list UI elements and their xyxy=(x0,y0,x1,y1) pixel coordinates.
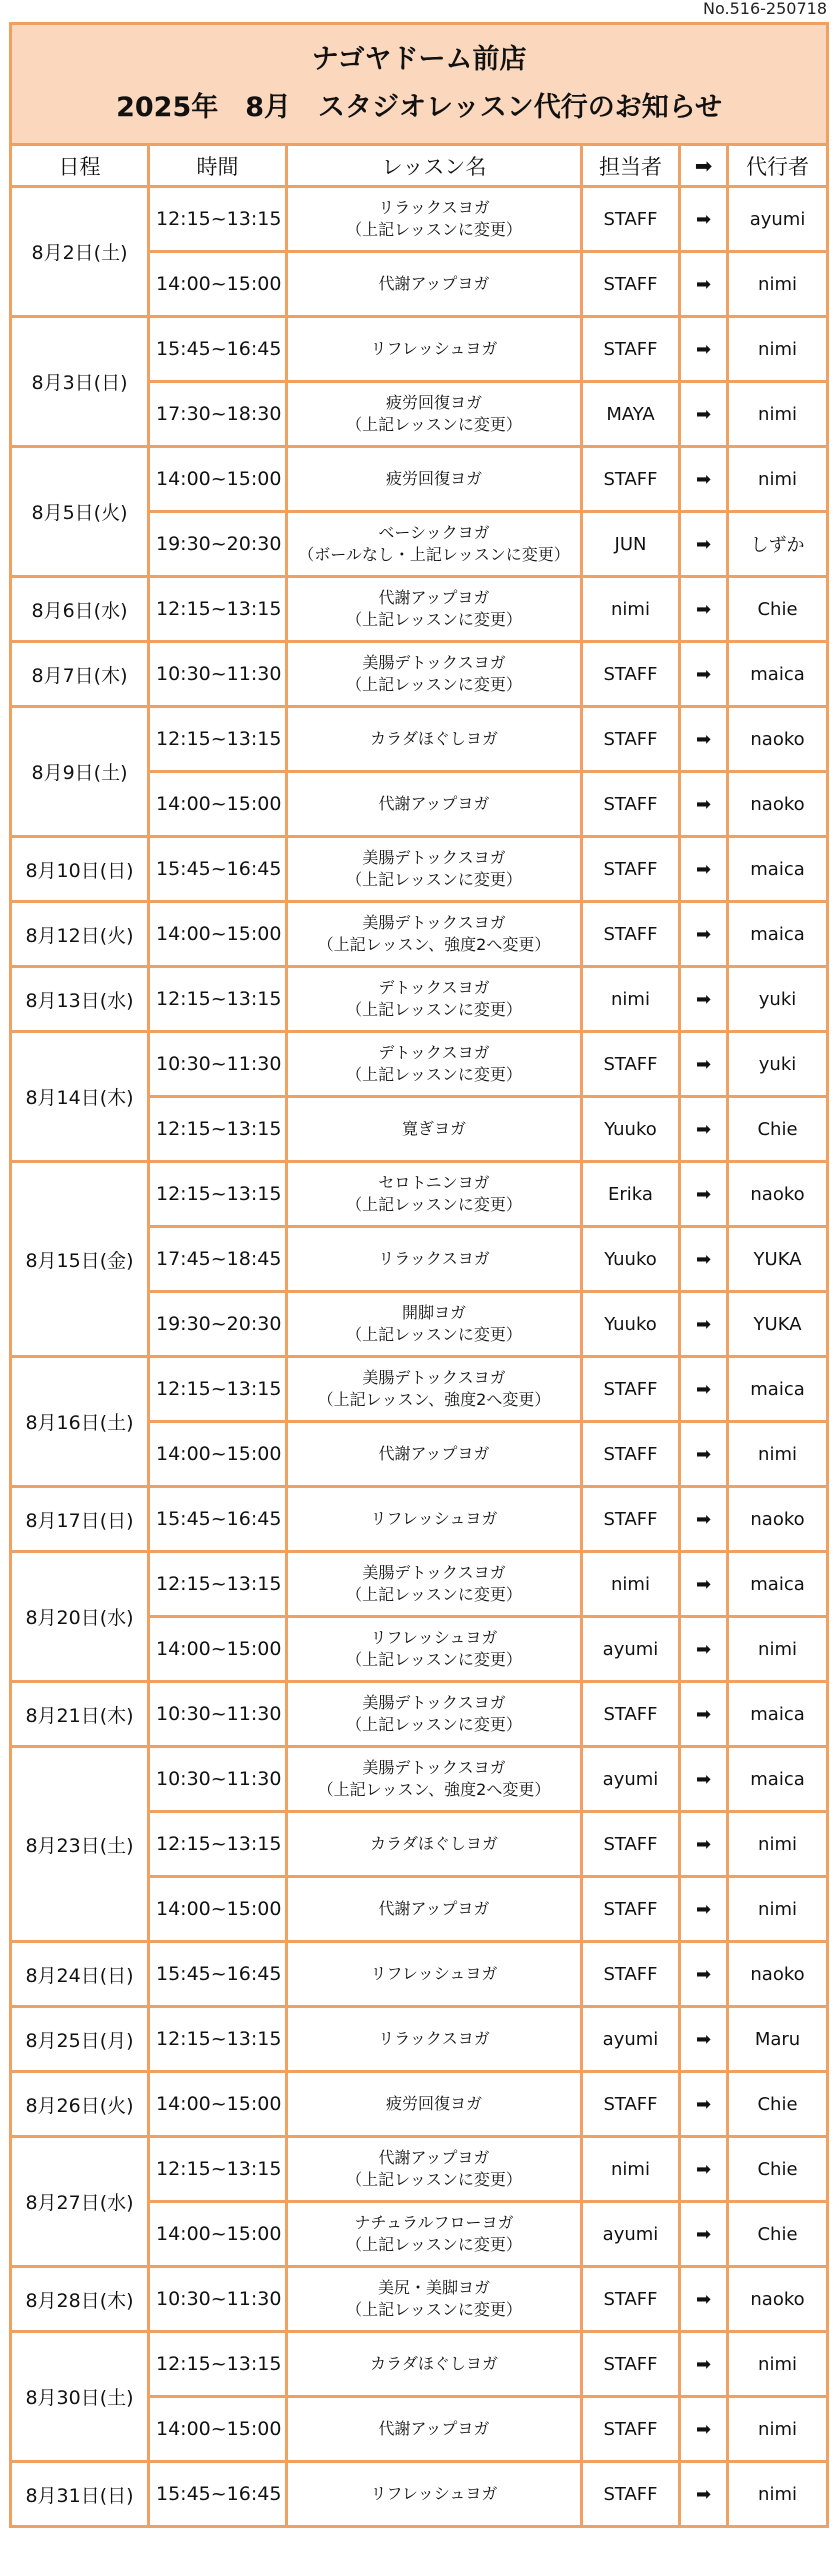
time-cell: 12:15~13:15 xyxy=(149,2007,287,2072)
time-cell: 10:30~11:30 xyxy=(149,1032,287,1097)
table-row xyxy=(11,707,828,772)
substitute-cell: nimi xyxy=(728,252,828,317)
lesson-note: （上記レッスン、強度2へ変更） xyxy=(317,935,551,954)
time-cell: 12:15~13:15 xyxy=(149,577,287,642)
arrow-icon: ➡ xyxy=(680,252,728,317)
substitute-cell: Chie xyxy=(728,1097,828,1162)
lesson-name: リフレッシュヨガ xyxy=(370,1964,498,1983)
arrow-icon: ➡ xyxy=(680,902,728,967)
substitute-cell: しずか xyxy=(728,512,828,577)
lesson-cell xyxy=(287,967,582,1032)
date-cell: 8月30日(土) xyxy=(11,2332,149,2462)
lesson-cell xyxy=(287,512,582,577)
lesson-name: 疲労回復ヨガ xyxy=(385,469,482,488)
arrow-icon: ➡ xyxy=(680,2007,728,2072)
lesson-name: 美腸デトックスヨガ xyxy=(362,653,506,672)
lesson-name: 美腸デトックスヨガ xyxy=(362,1368,506,1387)
date-cell: 8月31日(日) xyxy=(11,2462,149,2527)
time-cell: 12:15~13:15 xyxy=(149,1357,287,1422)
date-cell: 8月12日(火) xyxy=(11,902,149,967)
lesson-name: デトックスヨガ xyxy=(378,1043,490,1062)
arrow-icon: ➡ xyxy=(680,1422,728,1487)
instructor-cell: STAFF xyxy=(582,2072,680,2137)
instructor-cell: STAFF xyxy=(582,187,680,252)
arrow-icon: ➡ xyxy=(680,1617,728,1682)
date-cell: 8月27日(水) xyxy=(11,2137,149,2267)
arrow-icon: ➡ xyxy=(680,512,728,577)
instructor-cell: STAFF xyxy=(582,2267,680,2332)
table-row xyxy=(11,1682,828,1747)
lesson-cell xyxy=(287,252,582,317)
arrow-icon: ➡ xyxy=(680,2202,728,2267)
time-cell: 12:15~13:15 xyxy=(149,2137,287,2202)
lesson-name: 代謝アップヨガ xyxy=(378,1899,490,1918)
table-row xyxy=(11,2267,828,2332)
instructor-cell: STAFF xyxy=(582,1422,680,1487)
substitute-cell: maica xyxy=(728,837,828,902)
lesson-name: リラックスヨガ xyxy=(378,1249,490,1268)
lesson-note: （上記レッスンに変更） xyxy=(346,1000,522,1019)
arrow-icon: ➡ xyxy=(680,2332,728,2397)
substitute-cell: maica xyxy=(728,642,828,707)
lesson-cell xyxy=(287,1812,582,1877)
lesson-cell xyxy=(287,902,582,967)
lesson-name: リラックスヨガ xyxy=(378,2029,490,2048)
arrow-icon: ➡ xyxy=(680,447,728,512)
substitute-cell: maica xyxy=(728,1682,828,1747)
date-cell: 8月6日(水) xyxy=(11,577,149,642)
instructor-cell: Yuuko xyxy=(582,1097,680,1162)
lesson-cell xyxy=(287,1552,582,1617)
table-row xyxy=(11,447,828,512)
lesson-cell xyxy=(287,1942,582,2007)
time-cell: 10:30~11:30 xyxy=(149,2267,287,2332)
lesson-cell xyxy=(287,2137,582,2202)
substitute-cell: nimi xyxy=(728,1422,828,1487)
instructor-cell: Yuuko xyxy=(582,1227,680,1292)
lesson-name: 代謝アップヨガ xyxy=(378,1444,490,1463)
instructor-cell: STAFF xyxy=(582,2462,680,2527)
instructor-cell: Erika xyxy=(582,1162,680,1227)
substitute-cell: nimi xyxy=(728,1617,828,1682)
lesson-name: 代謝アップヨガ xyxy=(378,794,490,813)
lesson-cell xyxy=(287,317,582,382)
substitute-schedule-table xyxy=(9,22,829,2528)
instructor-cell: STAFF xyxy=(582,2332,680,2397)
table-row xyxy=(11,2007,828,2072)
arrow-icon: ➡ xyxy=(680,2462,728,2527)
table-row xyxy=(11,2462,828,2527)
arrow-icon: ➡ xyxy=(680,1812,728,1877)
lesson-note: （上記レッスンに変更） xyxy=(346,2300,522,2319)
lesson-cell xyxy=(287,1097,582,1162)
instructor-cell: nimi xyxy=(582,1552,680,1617)
time-cell: 15:45~16:45 xyxy=(149,1942,287,2007)
substitute-cell: naoko xyxy=(728,1942,828,2007)
lesson-name: 代謝アップヨガ xyxy=(378,274,490,293)
time-cell: 10:30~11:30 xyxy=(149,1747,287,1812)
lesson-cell xyxy=(287,772,582,837)
lesson-cell xyxy=(287,642,582,707)
instructor-cell: STAFF xyxy=(582,317,680,382)
document-number: No.516-250718 xyxy=(703,0,827,18)
arrow-icon: ➡ xyxy=(680,1942,728,2007)
substitute-cell: nimi xyxy=(728,2397,828,2462)
substitute-cell: yuki xyxy=(728,967,828,1032)
substitute-cell: naoko xyxy=(728,2267,828,2332)
arrow-icon: ➡ xyxy=(680,1227,728,1292)
lesson-note: （上記レッスン、強度2へ変更） xyxy=(317,1390,551,1409)
instructor-cell: nimi xyxy=(582,967,680,1032)
lesson-name: リフレッシュヨガ xyxy=(370,1628,498,1647)
arrow-icon: ➡ xyxy=(680,1032,728,1097)
lesson-name: ナチュラルフローヨガ xyxy=(354,2213,514,2232)
instructor-cell: STAFF xyxy=(582,252,680,317)
instructor-cell: Yuuko xyxy=(582,1292,680,1357)
date-cell: 8月26日(火) xyxy=(11,2072,149,2137)
arrow-icon: ➡ xyxy=(680,967,728,1032)
lesson-name: ベーシックヨガ xyxy=(378,523,490,542)
time-cell: 14:00~15:00 xyxy=(149,2072,287,2137)
time-cell: 10:30~11:30 xyxy=(149,1682,287,1747)
arrow-icon: ➡ xyxy=(680,1487,728,1552)
lesson-note: （上記レッスンに変更） xyxy=(346,1325,522,1344)
arrow-icon: ➡ xyxy=(680,1682,728,1747)
substitute-cell: Chie xyxy=(728,2137,828,2202)
table-row xyxy=(11,902,828,967)
arrow-icon: ➡ xyxy=(680,187,728,252)
instructor-cell: STAFF xyxy=(582,447,680,512)
lesson-name: リフレッシュヨガ xyxy=(370,1509,498,1528)
lesson-note: （上記レッスンに変更） xyxy=(346,2170,522,2189)
date-cell: 8月10日(日) xyxy=(11,837,149,902)
instructor-cell: JUN xyxy=(582,512,680,577)
lesson-name: 美腸デトックスヨガ xyxy=(362,848,506,867)
table-row xyxy=(11,1552,828,1617)
time-cell: 14:00~15:00 xyxy=(149,1877,287,1942)
arrow-icon: ➡ xyxy=(680,707,728,772)
lesson-note: （上記レッスンに変更） xyxy=(346,1715,522,1734)
lesson-note: （上記レッスンに変更） xyxy=(346,415,522,434)
arrow-icon: ➡ xyxy=(680,1877,728,1942)
lesson-name: セロトニンヨガ xyxy=(378,1173,490,1192)
substitute-cell: nimi xyxy=(728,382,828,447)
instructor-cell: STAFF xyxy=(582,1487,680,1552)
date-cell: 8月28日(木) xyxy=(11,2267,149,2332)
time-cell: 15:45~16:45 xyxy=(149,837,287,902)
lesson-note: （ボールなし・上記レッスンに変更） xyxy=(298,545,570,564)
lesson-cell xyxy=(287,1292,582,1357)
substitute-cell: nimi xyxy=(728,2332,828,2397)
substitute-cell: naoko xyxy=(728,707,828,772)
table-row xyxy=(11,1357,828,1422)
instructor-cell: STAFF xyxy=(582,707,680,772)
table-row xyxy=(11,2332,828,2397)
column-header-row xyxy=(11,145,828,187)
time-cell: 15:45~16:45 xyxy=(149,2462,287,2527)
lesson-name: リラックスヨガ xyxy=(378,198,490,217)
schedule-body xyxy=(11,187,828,2527)
lesson-cell xyxy=(287,1357,582,1422)
substitute-cell: Chie xyxy=(728,577,828,642)
substitute-cell: Chie xyxy=(728,2202,828,2267)
substitute-cell: naoko xyxy=(728,772,828,837)
instructor-cell: STAFF xyxy=(582,772,680,837)
table-row xyxy=(11,837,828,902)
instructor-cell: STAFF xyxy=(582,2397,680,2462)
instructor-cell: STAFF xyxy=(582,1357,680,1422)
lesson-cell xyxy=(287,2332,582,2397)
arrow-icon: ➡ xyxy=(680,1097,728,1162)
time-cell: 19:30~20:30 xyxy=(149,1292,287,1357)
table-row xyxy=(11,1032,828,1097)
date-cell: 8月2日(土) xyxy=(11,187,149,317)
instructor-cell: ayumi xyxy=(582,1617,680,1682)
date-cell: 8月13日(水) xyxy=(11,967,149,1032)
lesson-note: （上記レッスンに変更） xyxy=(346,1195,522,1214)
arrow-icon: ➡ xyxy=(680,1747,728,1812)
date-cell: 8月24日(日) xyxy=(11,1942,149,2007)
lesson-cell xyxy=(287,1227,582,1292)
substitute-cell: yuki xyxy=(728,1032,828,1097)
substitute-cell: YUKA xyxy=(728,1227,828,1292)
table-row xyxy=(11,1747,828,1812)
lesson-name: デトックスヨガ xyxy=(378,978,490,997)
instructor-cell: STAFF xyxy=(582,837,680,902)
instructor-cell: nimi xyxy=(582,577,680,642)
arrow-icon: ➡ xyxy=(680,2267,728,2332)
time-cell: 14:00~15:00 xyxy=(149,902,287,967)
lesson-name: カラダほぐしヨガ xyxy=(370,2354,498,2373)
notice-heading: 2025年 8月 スタジオレッスン代行のお知らせ xyxy=(116,92,722,123)
table-row xyxy=(11,1942,828,2007)
lesson-note: （上記レッスンに変更） xyxy=(346,220,522,239)
date-cell: 8月25日(月) xyxy=(11,2007,149,2072)
arrow-icon: ➡ xyxy=(680,2072,728,2137)
substitute-cell: maica xyxy=(728,902,828,967)
time-cell: 12:15~13:15 xyxy=(149,1812,287,1877)
table-row xyxy=(11,967,828,1032)
lesson-name: 美腸デトックスヨガ xyxy=(362,1693,506,1712)
date-cell: 8月3日(日) xyxy=(11,317,149,447)
table-row xyxy=(11,1162,828,1227)
arrow-icon: ➡ xyxy=(680,317,728,382)
arrow-icon: ➡ xyxy=(680,1552,728,1617)
lesson-note: （上記レッスンに変更） xyxy=(346,870,522,889)
lesson-cell xyxy=(287,1422,582,1487)
substitute-cell: YUKA xyxy=(728,1292,828,1357)
arrow-icon: ➡ xyxy=(680,837,728,902)
store-name: ナゴヤドーム前店 xyxy=(311,44,527,75)
lesson-cell xyxy=(287,1877,582,1942)
time-cell: 14:00~15:00 xyxy=(149,1422,287,1487)
arrow-icon: ➡ xyxy=(680,1357,728,1422)
lesson-name: 美腸デトックスヨガ xyxy=(362,1563,506,1582)
lesson-name: 疲労回復ヨガ xyxy=(385,393,482,412)
substitute-cell: ayumi xyxy=(728,187,828,252)
lesson-name: 代謝アップヨガ xyxy=(378,2419,490,2438)
time-cell: 12:15~13:15 xyxy=(149,187,287,252)
lesson-note: （上記レッスンに変更） xyxy=(346,610,522,629)
time-cell: 12:15~13:15 xyxy=(149,1097,287,1162)
time-cell: 14:00~15:00 xyxy=(149,2202,287,2267)
time-cell: 17:30~18:30 xyxy=(149,382,287,447)
arrow-icon: ➡ xyxy=(680,642,728,707)
date-cell: 8月16日(土) xyxy=(11,1357,149,1487)
time-cell: 14:00~15:00 xyxy=(149,1617,287,1682)
lesson-cell xyxy=(287,187,582,252)
time-cell: 14:00~15:00 xyxy=(149,772,287,837)
lesson-name: 美尻・美脚ヨガ xyxy=(377,2278,490,2297)
lesson-name: カラダほぐしヨガ xyxy=(370,1834,498,1853)
header-date: 日程 xyxy=(11,145,149,187)
date-cell: 8月5日(火) xyxy=(11,447,149,577)
lesson-note: （上記レッスンに変更） xyxy=(346,2235,522,2254)
arrow-icon: ➡ xyxy=(680,772,728,837)
lesson-note: （上記レッスンに変更） xyxy=(346,1585,522,1604)
lesson-note: （上記レッスンに変更） xyxy=(346,1065,522,1084)
lesson-name: 疲労回復ヨガ xyxy=(385,2094,482,2113)
date-cell: 8月7日(木) xyxy=(11,642,149,707)
time-cell: 19:30~20:30 xyxy=(149,512,287,577)
table-row xyxy=(11,1487,828,1552)
lesson-name: 開脚ヨガ xyxy=(401,1303,466,1322)
arrow-icon: ➡ xyxy=(680,382,728,447)
time-cell: 15:45~16:45 xyxy=(149,317,287,382)
lesson-cell xyxy=(287,707,582,772)
table-row xyxy=(11,187,828,252)
lesson-note: （上記レッスンに変更） xyxy=(346,675,522,694)
time-cell: 15:45~16:45 xyxy=(149,1487,287,1552)
time-cell: 12:15~13:15 xyxy=(149,1552,287,1617)
lesson-name: リフレッシュヨガ xyxy=(370,339,498,358)
table-row xyxy=(11,317,828,382)
date-cell: 8月20日(水) xyxy=(11,1552,149,1682)
lesson-cell xyxy=(287,577,582,642)
date-cell: 8月23日(土) xyxy=(11,1747,149,1942)
lesson-name: 寛ぎヨガ xyxy=(401,1119,466,1138)
header-substitute: 代行者 xyxy=(728,145,828,187)
substitute-cell: maica xyxy=(728,1552,828,1617)
instructor-cell: MAYA xyxy=(582,382,680,447)
date-cell: 8月21日(木) xyxy=(11,1682,149,1747)
header-time: 時間 xyxy=(149,145,287,187)
substitute-cell: nimi xyxy=(728,447,828,512)
lesson-name: カラダほぐしヨガ xyxy=(370,729,498,748)
arrow-icon: ➡ xyxy=(680,1162,728,1227)
arrow-icon: ➡ xyxy=(680,2137,728,2202)
date-cell: 8月17日(日) xyxy=(11,1487,149,1552)
instructor-cell: STAFF xyxy=(582,1877,680,1942)
time-cell: 12:15~13:15 xyxy=(149,967,287,1032)
date-cell: 8月9日(土) xyxy=(11,707,149,837)
lesson-name: 美腸デトックスヨガ xyxy=(362,1758,506,1777)
time-cell: 17:45~18:45 xyxy=(149,1227,287,1292)
instructor-cell: ayumi xyxy=(582,2007,680,2072)
substitute-cell: naoko xyxy=(728,1162,828,1227)
substitute-cell: maica xyxy=(728,1747,828,1812)
lesson-cell xyxy=(287,1487,582,1552)
lesson-cell xyxy=(287,1032,582,1097)
time-cell: 14:00~15:00 xyxy=(149,447,287,512)
lesson-name: 代謝アップヨガ xyxy=(378,2148,490,2167)
time-cell: 12:15~13:15 xyxy=(149,1162,287,1227)
header-lesson: レッスン名 xyxy=(287,145,582,187)
time-cell: 12:15~13:15 xyxy=(149,707,287,772)
header-arrow-icon: ➡ xyxy=(680,145,728,187)
lesson-cell xyxy=(287,2072,582,2137)
instructor-cell: STAFF xyxy=(582,642,680,707)
date-cell: 8月14日(木) xyxy=(11,1032,149,1162)
time-cell: 10:30~11:30 xyxy=(149,642,287,707)
lesson-cell xyxy=(287,2462,582,2527)
instructor-cell: STAFF xyxy=(582,1942,680,2007)
substitute-cell: Maru xyxy=(728,2007,828,2072)
time-cell: 14:00~15:00 xyxy=(149,252,287,317)
lesson-name: 代謝アップヨガ xyxy=(378,588,490,607)
lesson-cell xyxy=(287,382,582,447)
substitute-cell: naoko xyxy=(728,1487,828,1552)
instructor-cell: ayumi xyxy=(582,2202,680,2267)
time-cell: 14:00~15:00 xyxy=(149,2397,287,2462)
lesson-name: 美腸デトックスヨガ xyxy=(362,913,506,932)
lesson-cell xyxy=(287,1162,582,1227)
lesson-cell xyxy=(287,1747,582,1812)
table-row xyxy=(11,577,828,642)
substitute-cell: Chie xyxy=(728,2072,828,2137)
lesson-cell xyxy=(287,2202,582,2267)
instructor-cell: STAFF xyxy=(582,1812,680,1877)
substitute-cell: nimi xyxy=(728,317,828,382)
instructor-cell: STAFF xyxy=(582,1682,680,1747)
arrow-icon: ➡ xyxy=(680,1292,728,1357)
lesson-cell xyxy=(287,447,582,512)
instructor-cell: ayumi xyxy=(582,1747,680,1812)
lesson-cell xyxy=(287,2397,582,2462)
lesson-cell xyxy=(287,1682,582,1747)
substitute-cell: nimi xyxy=(728,2462,828,2527)
instructor-cell: nimi xyxy=(582,2137,680,2202)
lesson-name: リフレッシュヨガ xyxy=(370,2484,498,2503)
instructor-cell: STAFF xyxy=(582,902,680,967)
table-row xyxy=(11,642,828,707)
lesson-note: （上記レッスン、強度2へ変更） xyxy=(317,1780,551,1799)
lesson-cell xyxy=(287,2007,582,2072)
lesson-cell xyxy=(287,837,582,902)
lesson-cell xyxy=(287,1617,582,1682)
header-instructor: 担当者 xyxy=(582,145,680,187)
table-row xyxy=(11,2137,828,2202)
arrow-icon: ➡ xyxy=(680,2397,728,2462)
substitute-cell: nimi xyxy=(728,1877,828,1942)
time-cell: 12:15~13:15 xyxy=(149,2332,287,2397)
date-cell: 8月15日(金) xyxy=(11,1162,149,1357)
lesson-note: （上記レッスンに変更） xyxy=(346,1650,522,1669)
substitute-cell: maica xyxy=(728,1357,828,1422)
substitute-cell: nimi xyxy=(728,1812,828,1877)
instructor-cell: STAFF xyxy=(582,1032,680,1097)
table-row xyxy=(11,2072,828,2137)
arrow-icon: ➡ xyxy=(680,577,728,642)
notice-title xyxy=(11,24,828,145)
lesson-cell xyxy=(287,2267,582,2332)
